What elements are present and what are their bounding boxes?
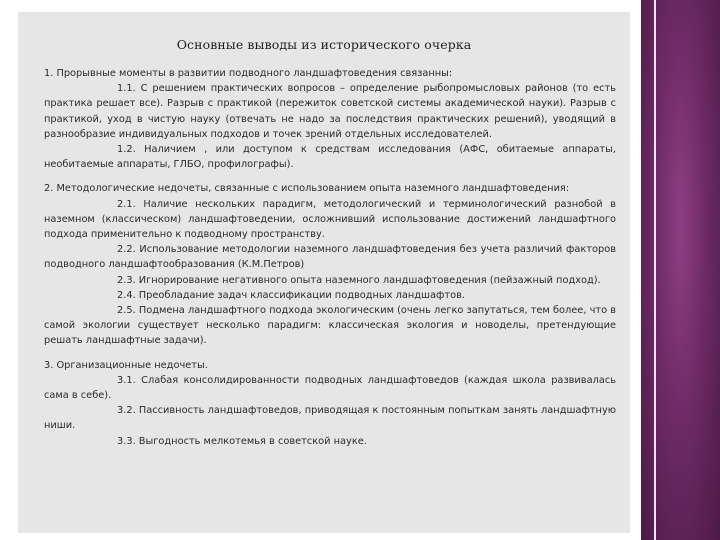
section-1: [44, 66, 616, 172]
document-body: [44, 66, 616, 449]
section-heading: 3. Организационные недочеты.: [44, 359, 208, 371]
list-item: 1.2. Наличием , или доступом к средствам исследования (АФС, обитаемые аппараты, необитаемые аппараты, ГЛБО, профилографы).: [44, 144, 616, 171]
list-item: 2.1. Наличие нескольких парадигм, методологический и терминологический разнобой в наземном (классическом) ландшафтоведении, осложнивший использование достижений ландшафтного подхода применительно к подводному пространству.: [44, 198, 616, 241]
list-item: 1.1. С решением практических вопросов – определение рыбопромысловых районов (то есть практика решает все). Разрыв с практикой (пережиток советской системы академической науки). Разрыв с практикой, уход в чистую науку (отвечать не надо за последствия практических решений), уводящий в разнообразие индивидуальных подходов и точек зрений отдельных исследователей.: [44, 83, 616, 140]
list-item: 2.5. Подмена ландшафтного подхода экологическим (очень легко запутаться, тем более, что в самой экологии существует несколько парадигм: классическая экология и новоделы, претендующие решать ландшафтные задачи).: [44, 305, 616, 347]
section-3: [44, 358, 616, 449]
section-2: [44, 181, 616, 348]
section-heading: 1. Прорывные моменты в развитии подводного ландшафтоведения связанны:: [44, 68, 453, 79]
list-item: 3.1. Слабая консолидированности подводных ландшафтоведов (каждая школа развивалась сама в себе).: [44, 374, 616, 402]
decorative-side-band: [641, 0, 720, 540]
decorative-side-line: [654, 0, 656, 540]
list-item: 2.2. Использование методологии наземного ландшафтоведения без учета различий факторов подводного ландшафтообразования (К.М.Петров): [44, 244, 616, 271]
list-item: 2.4. Преобладание задач классификации подводных ландшафтов.: [117, 289, 465, 301]
document-title: Основные выводы из исторического очерка: [176, 37, 472, 52]
section-heading: 2. Методологические недочеты, связанные с использованием опыта наземного ландшафтоведения:: [44, 183, 570, 195]
list-item: 2.3. Игнорирование негативного опыта наземного ландшафтоведения (пейзажный подход).: [117, 274, 601, 286]
list-item: 3.2. Пассивность ландшафтоведов, приводящая к постоянным попыткам занять ландшафтную ниши.: [44, 405, 616, 432]
list-item: 3.3. Выгодность мелкотемья в советской науке.: [117, 435, 367, 447]
